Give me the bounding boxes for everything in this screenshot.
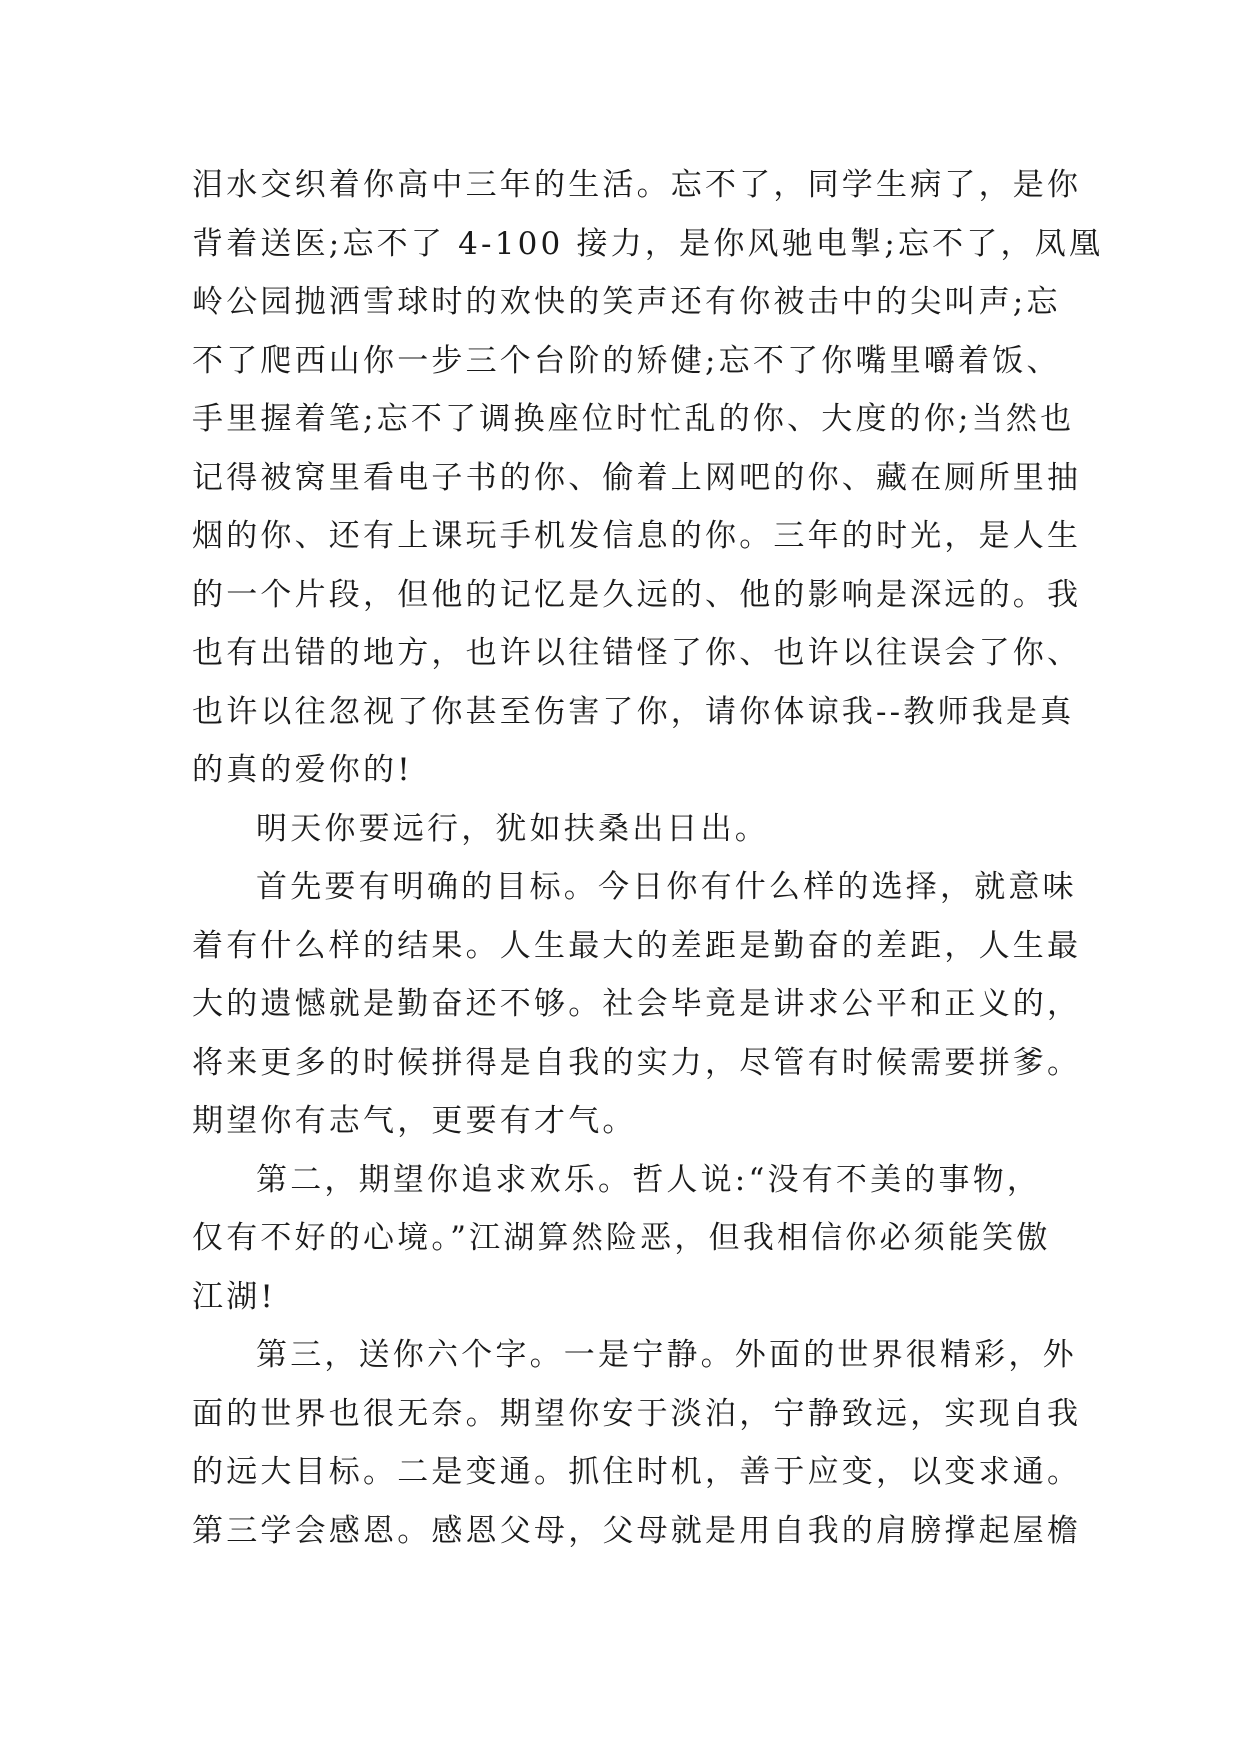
text-line: 第三学会感恩。感恩父母，父母就是用自我的肩膀撑起屋檐 [192,1512,1082,1549]
text-line: 岭公园抛洒雪球时的欢快的笑声还有你被击中的尖叫声;忘 [192,284,1061,320]
text-line: 手里握着笔;忘不了调换座位时忙乱的你、大度的你;当然也 [192,401,1075,437]
text-line: 的真的爱你的! [192,752,413,788]
text-line: 大的遗憾就是勤奋还不够。社会毕竟是讲求公平和正义的， [192,986,1082,1022]
text-line: 烟的你、还有上课玩手机发信息的你。三年的时光，是人生 [192,518,1082,554]
text-line: 的远大目标。二是变通。抓住时机，善于应变，以变求通。 [192,1454,1082,1490]
text-line: 不了爬西山你一步三个台阶的矫健;忘不了你嘴里嚼着饭、 [192,342,1061,379]
body-text [192,156,1104,1560]
text-line: 的一个片段，但他的记忆是久远的、他的影响是深远的。我 [192,576,1082,613]
text-line: 也有出错的地方，也许以往错怪了你、也许以往误会了你、 [192,635,1082,671]
text-line: 也许以往忽视了你甚至伤害了你，请你体谅我--教师我是真 [192,693,1075,730]
text-line: 面的世界也很无奈。期望你安于淡泊，宁静致远，实现自我 [192,1395,1082,1432]
text-line: 背着送医;忘不了 4-100 接力，是你风驰电掣;忘不了，凤凰 [192,225,1104,262]
text-line: 江湖! [192,1278,277,1315]
text-line: 期望你有志气，更要有才气。 [192,1103,637,1139]
paragraph-start-line: 首先要有明确的目标。今日你有什么样的选择，就意味 [256,869,1077,905]
text-line: 仅有不好的心境。”江湖算然险恶，但我相信你必须能笑傲 [192,1220,1051,1256]
text-line: 记得被窝里看电子书的你、偷着上网吧的你、藏在厕所里抽 [192,459,1082,496]
text-line: 将来更多的时候拼得是自我的实力，尽管有时候需要拼爹。 [192,1044,1082,1081]
paragraph-start-line: 明天你要远行，犹如扶桑出日出。 [256,810,769,847]
text-line: 着有什么样的结果。人生最大的差距是勤奋的差距，人生最 [192,927,1082,964]
paragraph-start-line: 第三，送你六个字。一是宁静。外面的世界很精彩，外 [256,1337,1077,1373]
text-line: 泪水交织着你高中三年的生活。忘不了，同学生病了，是你 [192,167,1082,203]
paragraph-start-line: 第二，期望你追求欢乐。哲人说:“没有不美的事物， [256,1161,1042,1198]
